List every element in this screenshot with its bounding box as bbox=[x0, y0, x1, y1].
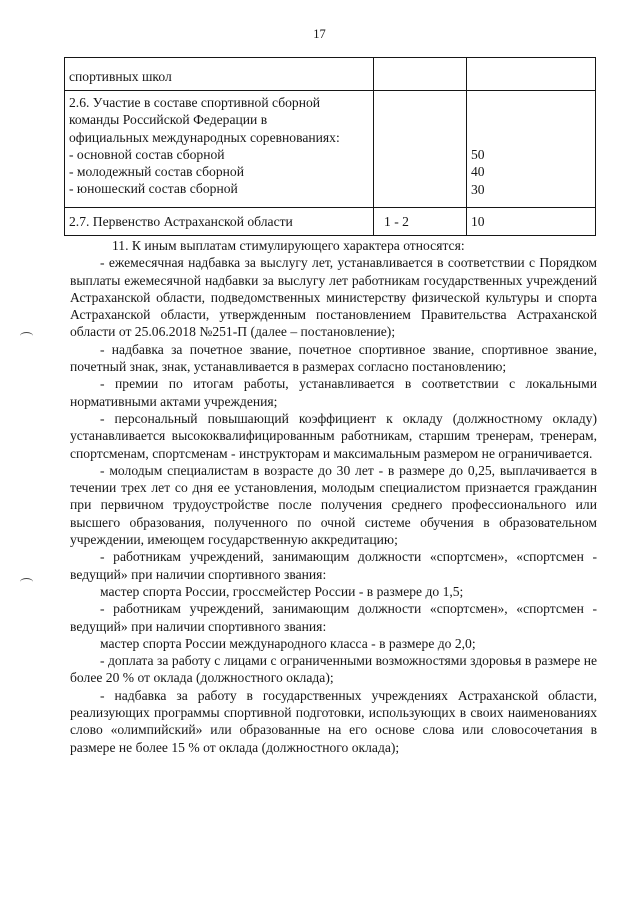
table-cell: 2.7. Первенство Астраханской области bbox=[65, 208, 374, 236]
paragraph: - надбавка за почетное звание, почетное спортивное звание, спортивное звание, почетный знак, знак, устанавливается в размерах согласно постановлению; bbox=[70, 341, 597, 375]
table-row bbox=[65, 208, 596, 236]
paragraph: - работникам учреждений, занимающим должности «спортсмен», «спортсмен - ведущий» при наличии спортивного звания: bbox=[70, 549, 597, 582]
paragraph: - доплата за работу с лицами с ограниченными возможностями здоровья в размере не более 20 % от оклада (должностного оклада); bbox=[70, 653, 597, 686]
table-cell bbox=[374, 91, 467, 208]
scan-punch-mark bbox=[20, 332, 33, 340]
paragraph: мастер спорта России международного класса - в размере до 2,0; bbox=[100, 635, 476, 651]
table-cell: 10 bbox=[467, 208, 596, 236]
paragraph: - ежемесячная надбавка за выслугу лет, устанавливается в соответствии с Порядком выплаты ежемесячной надбавки за выслугу лет работникам государственных учреждений Астраханской области, подведомственных министерству физической культуры и спорта Астраханской области, утвержденным постановлением Правительства Астраханской области от 25.06.2018 №251-П (далее – постановление); bbox=[70, 255, 597, 340]
table-cell bbox=[467, 58, 596, 91]
paragraph: - премии по итогам работы, устанавливается в соответствии с локальными нормативными актами учреждения; bbox=[70, 376, 597, 409]
paragraph: - молодым специалистам в возрасте до 30 лет - в размере до 0,25, выплачивается в течении трех лет со дня ее установления, молодым специалистом признается гражданин при первичном трудоустройстве после получения среднего профессионального или высшего образования, полученного по очной системе обучения в образовательном учреждении, имеющем государственную аккредитацию; bbox=[70, 462, 597, 548]
scores-table bbox=[64, 57, 596, 236]
table-cell: 2.6. Участие в составе спортивной сборной команды Российской Федерации в официальных международных соревнованиях: - основной состав сборной - молодежный состав сборной - юношеский состав сборной bbox=[65, 91, 374, 208]
paragraph: мастер спорта России, гроссмейстер России - в размере до 1,5; bbox=[100, 583, 464, 599]
table-cell: 1 - 2 bbox=[374, 208, 467, 236]
scan-punch-mark bbox=[20, 578, 33, 586]
paragraph: - персональный повышающий коэффициент к окладу (должностному окладу) устанавливается высококвалифицированным работникам, старшим тренерам, тренерам, спортсменам, спортсменам - инструкторам и максимальным размером не ограничивается. bbox=[70, 410, 597, 461]
table-cell bbox=[374, 58, 467, 91]
paragraph: - работникам учреждений, занимающим должности «спортсмен», «спортсмен - ведущий» при наличии спортивного звания: bbox=[70, 601, 597, 634]
paragraph: - надбавка за работу в государственных учреждениях Астраханской области, реализующих программы спортивной подготовки, использующих в своих наименованиях слово «олимпийский» или образованные на его основе слова или словосочетания в размере не более 15 % от оклада (должностного оклада); bbox=[70, 687, 597, 755]
table-row bbox=[65, 58, 596, 91]
table-cell: спортивных школ bbox=[65, 58, 374, 91]
section-heading: 11. К иным выплатам стимулирующего характера относятся: bbox=[112, 238, 465, 253]
table-cell: 50 40 30 bbox=[467, 91, 596, 208]
table-row bbox=[65, 91, 596, 208]
body-text bbox=[70, 237, 597, 756]
page-number: 17 bbox=[313, 27, 326, 41]
